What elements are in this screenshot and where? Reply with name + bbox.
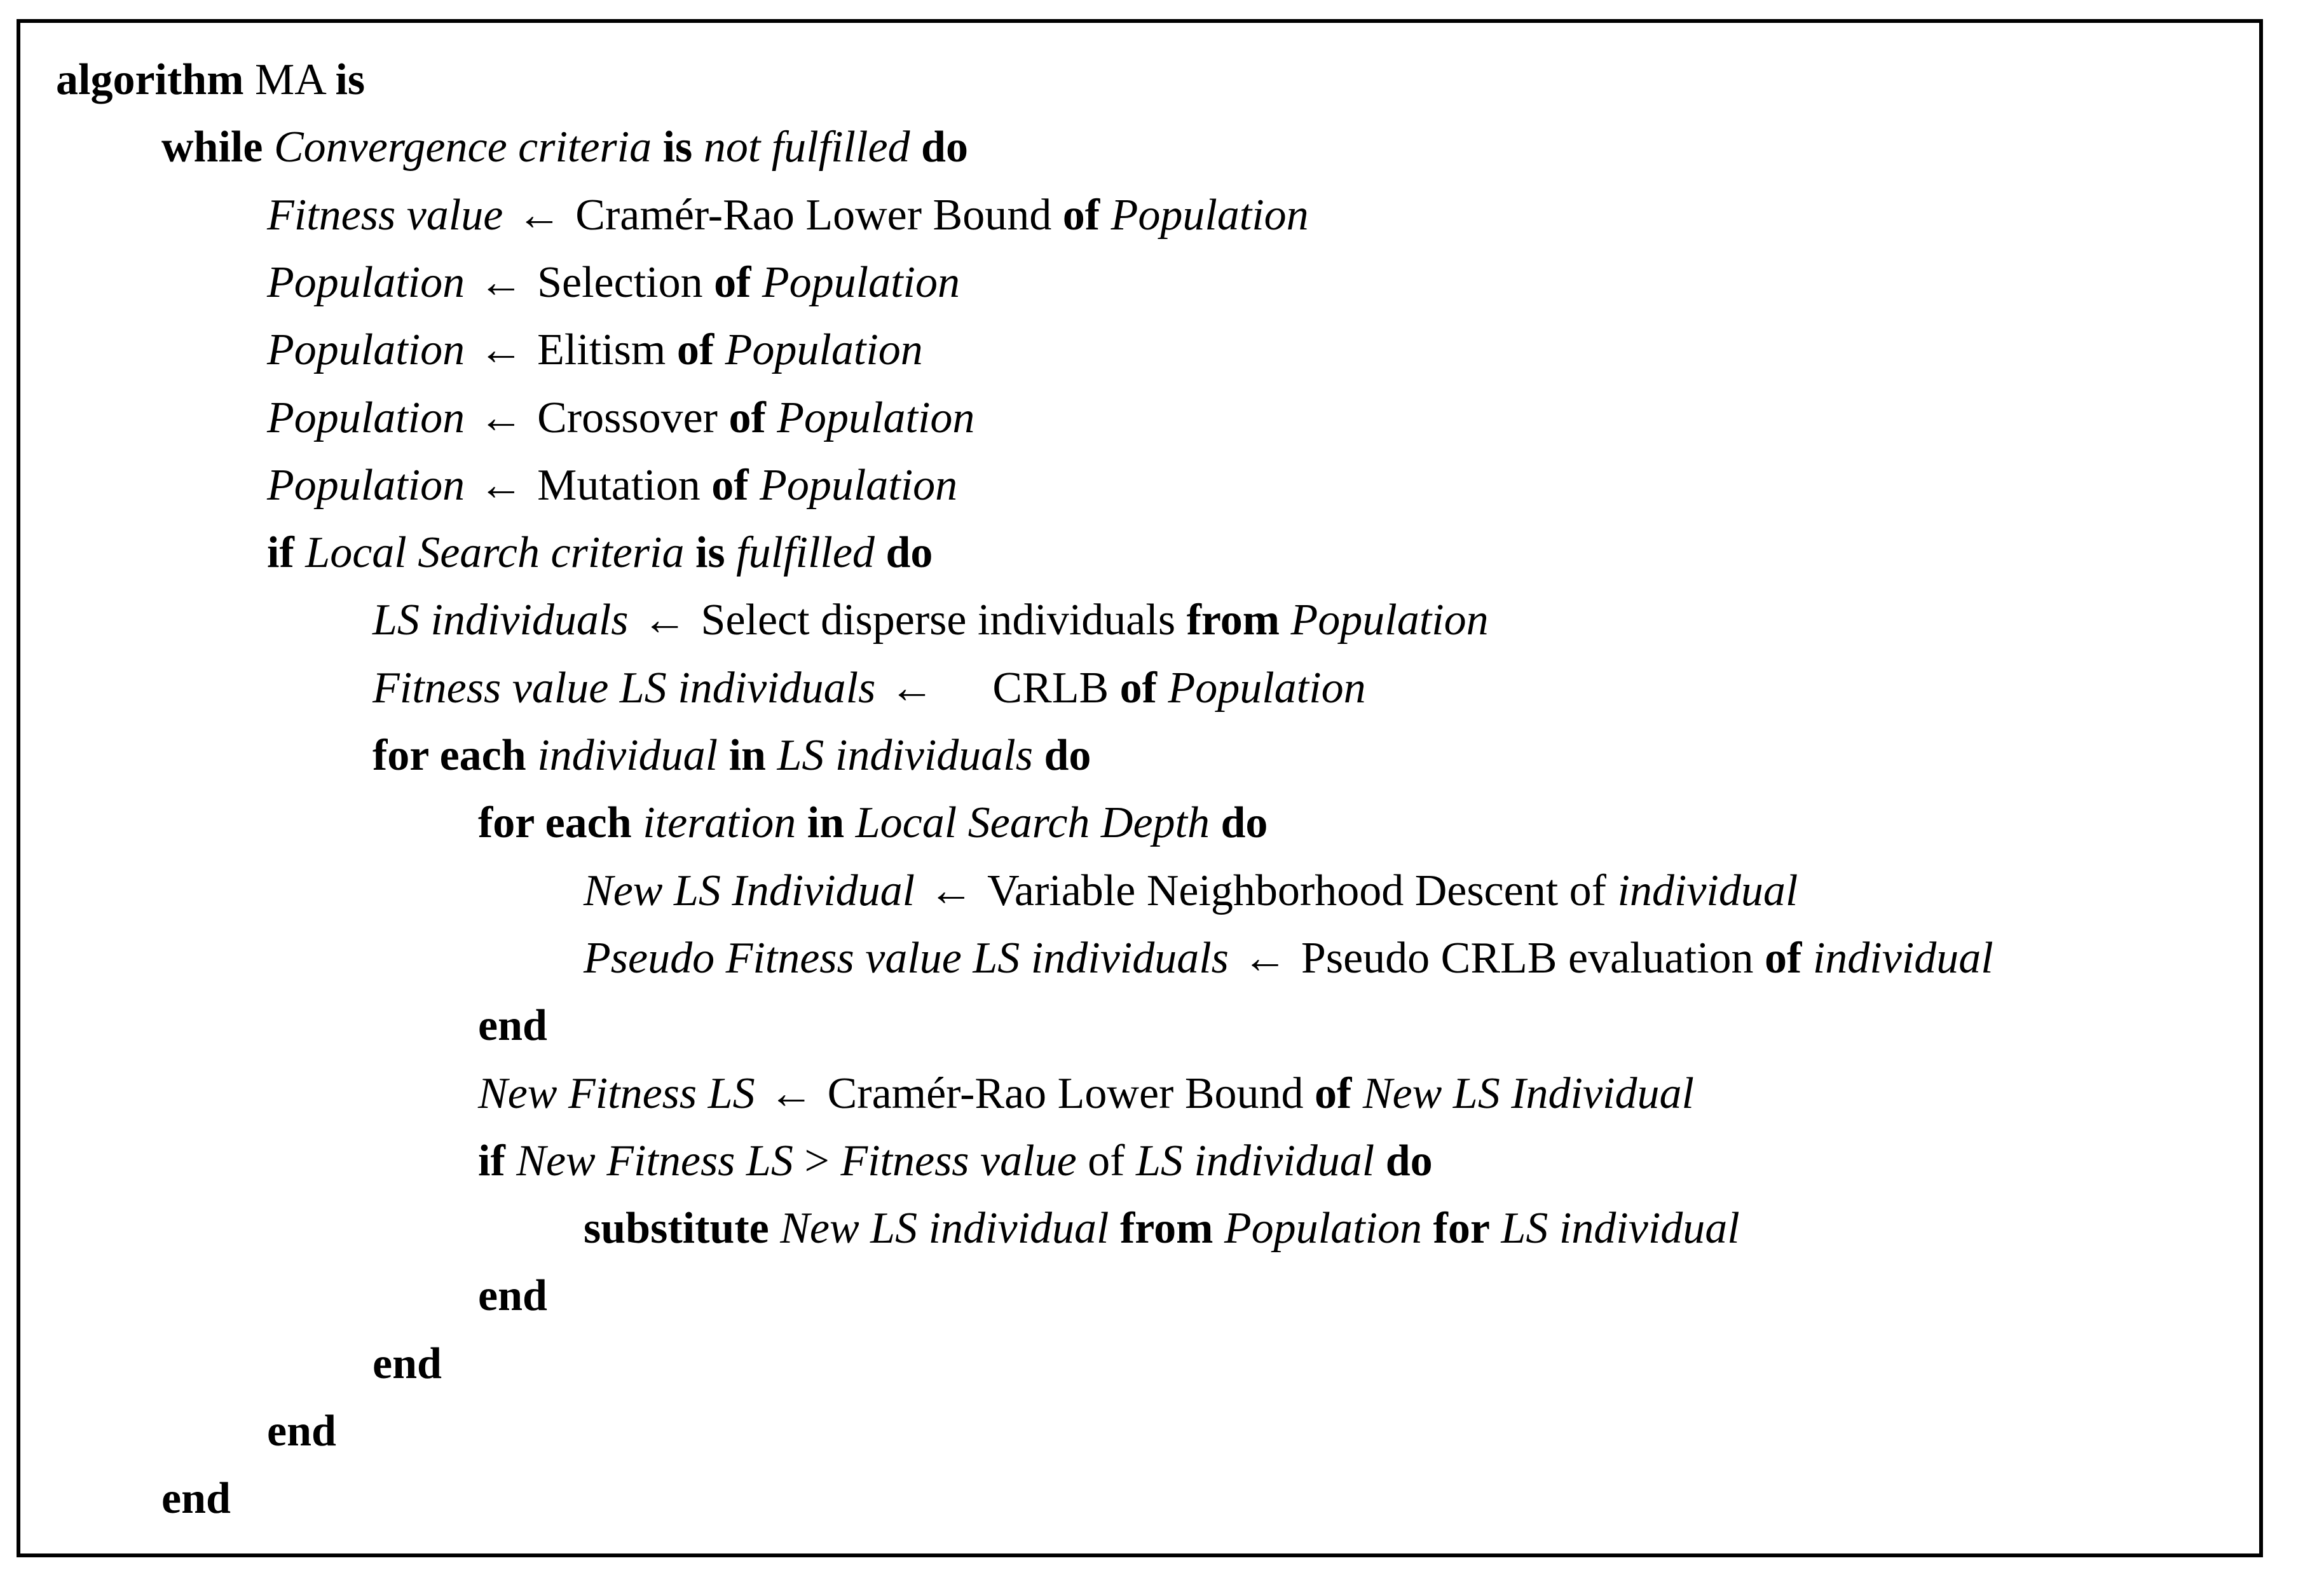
plain-text: Cramér-Rao Lower Bound: [827, 1069, 1315, 1118]
keyword: of: [711, 460, 749, 510]
assign-arrow: ←: [479, 460, 524, 510]
algorithm-line: [267, 257, 960, 307]
variable-text: Population: [751, 257, 960, 307]
algorithm-line: [56, 55, 366, 104]
algorithm-line: [267, 325, 923, 375]
keyword: for: [1433, 1204, 1490, 1253]
plain-text: MA: [243, 55, 336, 104]
algorithm-line: [478, 1069, 1694, 1118]
assign-arrow: ←: [479, 393, 524, 442]
keyword: end: [267, 1407, 336, 1456]
keyword: from: [1119, 1204, 1213, 1253]
keyword: of: [714, 257, 751, 307]
variable-text: LS individuals: [373, 596, 629, 645]
plain-text: Mutation: [537, 460, 712, 510]
variable-text: LS individual: [1135, 1136, 1386, 1185]
keyword: do: [1220, 798, 1268, 848]
variable-text: LS individual: [1489, 1204, 1740, 1253]
algorithm-line: [373, 598, 1489, 643]
variable-text: New LS individual: [769, 1204, 1120, 1253]
keyword: do: [885, 528, 933, 578]
variable-text: individual: [526, 731, 729, 780]
keyword: substitute: [584, 1204, 769, 1253]
algorithm-line: [373, 731, 1091, 780]
algorithm-line: [478, 1136, 1433, 1185]
algorithm-line: [584, 866, 1798, 915]
plain-text: Cramér-Rao Lower Bound: [575, 190, 1063, 240]
keyword: for each: [478, 798, 632, 848]
variable-text: New LS Individual: [1351, 1069, 1694, 1118]
variable-text: Local Search Depth: [844, 798, 1221, 848]
keyword: of: [728, 393, 766, 442]
keyword: while: [161, 123, 263, 172]
variable-text: Fitness value: [829, 1136, 1088, 1185]
keyword: of: [1315, 1069, 1352, 1118]
keyword: algorithm: [56, 55, 244, 104]
algorithm-line: [584, 933, 1993, 983]
plain-text: Selection: [537, 257, 714, 307]
keyword: if: [267, 528, 294, 578]
plain-text: of: [1088, 1136, 1136, 1185]
plain-text: Pseudo CRLB evaluation: [1301, 933, 1765, 983]
keyword: of: [1119, 663, 1157, 713]
keyword: is: [335, 55, 366, 104]
algorithm-line: [267, 393, 975, 442]
assign-arrow: ←: [889, 663, 934, 713]
keyword: end: [478, 1271, 547, 1321]
algorithm-line: [267, 190, 1309, 240]
keyword: is: [662, 123, 693, 172]
assign-arrow: ←: [479, 325, 524, 375]
variable-text: Population: [1280, 596, 1489, 645]
variable-text: New Fitness LS: [505, 1136, 805, 1185]
algorithm-line: [267, 528, 933, 578]
keyword: if: [478, 1136, 505, 1185]
variable-text: individual: [1801, 933, 1993, 983]
algorithm-line: [373, 663, 1366, 713]
plain-text: Variable Neighborhood Descent of: [987, 866, 1618, 915]
algorithm-line: [373, 1339, 442, 1388]
variable-text: not fulfilled: [692, 123, 922, 172]
variable-text: New LS Individual: [584, 866, 915, 915]
variable-text: New Fitness LS: [478, 1069, 755, 1118]
keyword: in: [728, 731, 766, 780]
variable-text: Local Search criteria: [294, 528, 695, 578]
variable-text: Population: [765, 393, 975, 442]
assign-arrow: ←: [769, 1069, 814, 1118]
keyword: do: [921, 123, 968, 172]
plain-text: CRLB: [948, 663, 1120, 713]
variable-text: Population: [267, 393, 465, 442]
keyword: end: [373, 1339, 442, 1388]
algorithm-line: [478, 1271, 547, 1321]
variable-text: individual: [1617, 866, 1798, 915]
variable-text: Population: [714, 325, 923, 375]
variable-text: Convergence criteria: [263, 123, 663, 172]
variable-text: iteration: [631, 798, 807, 848]
variable-text: Population: [267, 325, 465, 375]
algorithm-line: [584, 1206, 1740, 1251]
algorithm-line: [267, 460, 958, 510]
variable-text: fulfilled: [725, 528, 886, 578]
algorithm-line: [161, 1474, 231, 1524]
variable-text: Pseudo Fitness value LS individuals: [584, 933, 1229, 983]
algorithm-box: [17, 19, 2263, 1557]
assign-arrow: ←: [1242, 933, 1287, 983]
keyword: from: [1186, 596, 1280, 645]
plain-text: Select disperse individuals: [701, 596, 1187, 645]
keyword: do: [1044, 731, 1091, 780]
algorithm-line: [478, 798, 1268, 848]
keyword: of: [1765, 933, 1802, 983]
variable-text: Population: [1156, 663, 1366, 713]
variable-text: Population: [1100, 190, 1309, 240]
keyword: is: [695, 528, 725, 578]
plain-text: Elitism: [537, 325, 677, 375]
plain-text: >: [804, 1136, 830, 1185]
assign-arrow: ←: [929, 866, 974, 915]
variable-text: Fitness value LS individuals: [373, 663, 876, 713]
algorithm-line: [478, 1001, 547, 1051]
algorithm-line: [161, 125, 968, 170]
assign-arrow: ←: [517, 190, 562, 240]
variable-text: LS individuals: [765, 731, 1044, 780]
keyword: do: [1385, 1136, 1433, 1185]
variable-text: Population: [267, 460, 465, 510]
algorithm-line: [267, 1409, 336, 1454]
keyword: end: [478, 1001, 547, 1051]
variable-text: Population: [748, 460, 958, 510]
assign-arrow: ←: [642, 596, 687, 645]
keyword: end: [161, 1474, 231, 1524]
plain-text: Crossover: [537, 393, 729, 442]
variable-text: Fitness value: [267, 190, 503, 240]
keyword: of: [676, 325, 714, 375]
keyword: for each: [373, 731, 526, 780]
variable-text: Population: [267, 257, 465, 307]
variable-text: Population: [1213, 1204, 1433, 1253]
keyword: of: [1062, 190, 1100, 240]
assign-arrow: ←: [479, 257, 524, 307]
keyword: in: [807, 798, 845, 848]
